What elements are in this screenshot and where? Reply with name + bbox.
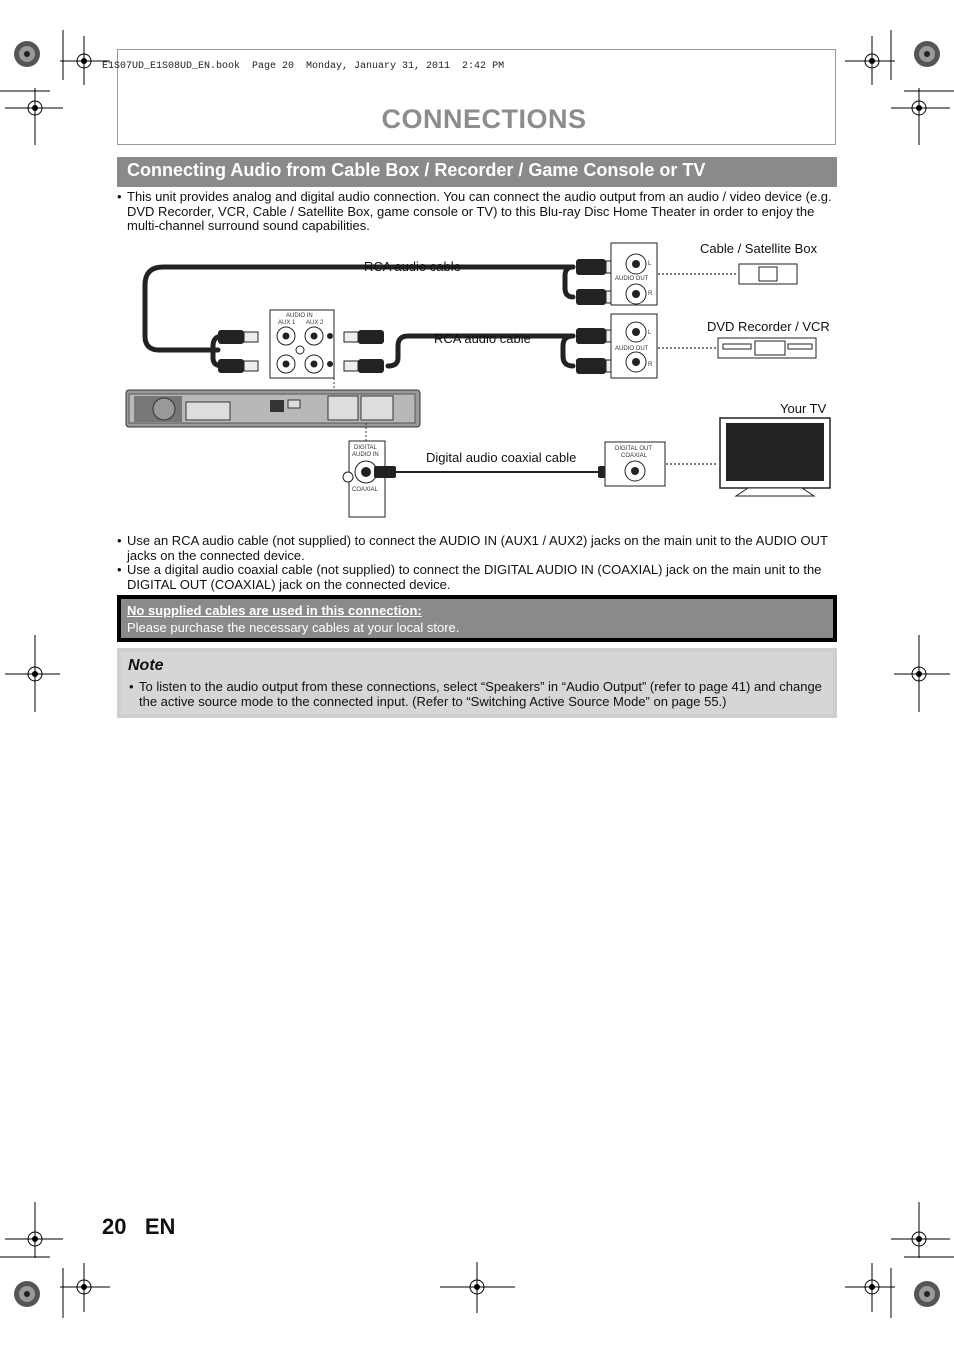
coaxial-label: COAXIAL: [352, 487, 379, 493]
audio-out-label: AUDIO OUT: [615, 346, 649, 352]
section-title: Connecting Audio from Cable Box / Recorder / Game Console or TV: [127, 160, 706, 180]
coax-cable-label: Digital audio coaxial cable: [426, 450, 577, 465]
digital-label: DIGITAL: [354, 445, 377, 451]
digital-audio-in-label: AUDIO IN: [352, 452, 379, 458]
audio-out-label: AUDIO OUT: [615, 276, 649, 282]
usage-bullet-text: Use a digital audio coaxial cable (not supplied) to connect the DIGITAL AUDIO IN (COAXIAL) jack on the main unit to the DIGITAL OUT (COAXIAL) jack on the connected device.: [127, 562, 822, 592]
intro-text: This unit provides analog and digital audio connection. You can connect the audio output from an audio / video device (e.g. DVD Recorder, VCR, Cable / Satellite Box, game console or TV) to this Blu-ray Disc Home Theater in order to enjoy the multi-channel surround sound capabilities.: [127, 189, 832, 233]
dvd-recorder-icon: [718, 338, 816, 358]
cable-box-icon: [739, 264, 797, 284]
page-number-value: 20: [102, 1214, 127, 1239]
rca-cable-label-2: RCA audio cable: [434, 331, 531, 346]
aux2-label: AUX 2: [306, 320, 324, 326]
note-text: To listen to the audio output from these connections, select “Speakers” in “Audio Output” (refer to page 41) and change the active source mode to the connected input. (Refer to “Switching Active Source Mode” on page 55.): [139, 679, 822, 709]
section-bar: [117, 157, 837, 187]
audio-out-panel-1: [611, 243, 657, 305]
note-title: Note: [128, 657, 164, 674]
jack-l-label: L: [648, 330, 652, 336]
usage-bullet-2: [117, 562, 839, 592]
audio-in-panel: [270, 310, 334, 378]
tv-icon: [720, 418, 830, 496]
digital-out-label: DIGITAL OUT: [615, 446, 653, 452]
bullet: •: [129, 679, 134, 694]
dvd-label: DVD Recorder / VCR: [707, 319, 830, 334]
bullet: •: [117, 533, 122, 548]
chapter-title: CONNECTIONS: [381, 104, 587, 134]
digital-out-coaxial-label: COAXIAL: [621, 453, 648, 459]
warning-title: No supplied cables are used in this connection:: [127, 603, 422, 618]
note-box: [117, 648, 837, 718]
page-language: EN: [144, 1214, 176, 1239]
note-body: [129, 679, 829, 709]
aux1-label: AUX 1: [278, 320, 296, 326]
jack-l-label: L: [648, 261, 652, 267]
digital-out-panel: [605, 442, 665, 486]
page-number: [102, 1214, 175, 1240]
warning-box: [117, 595, 837, 642]
audio-out-panel-2: [611, 314, 657, 378]
usage-bullet-1: [117, 533, 839, 563]
rca-cable-label-1: RCA audio cable: [364, 259, 461, 274]
usage-bullets: [117, 533, 839, 592]
bullet: •: [117, 189, 122, 204]
digital-audio-in-panel: [343, 441, 385, 517]
intro-paragraph: [117, 189, 839, 234]
jack-r-label: R: [648, 291, 653, 297]
print-header: E1S07UD_E1S08UD_EN.book Page 20 Monday, January 31, 2011 2:42 PM: [102, 61, 505, 72]
main-unit-rear: [126, 390, 420, 427]
jack-r-label: R: [648, 362, 653, 368]
usage-bullet-text: Use an RCA audio cable (not supplied) to connect the AUDIO IN (AUX1 / AUX2) jacks on the main unit to the AUDIO OUT jacks on the connected device.: [127, 533, 828, 563]
connection-diagram: [118, 238, 838, 523]
warning-text: Please purchase the necessary cables at your local store.: [127, 620, 460, 635]
tv-label: Your TV: [780, 401, 827, 416]
bullet: •: [117, 562, 122, 577]
audio-in-label: AUDIO IN: [286, 313, 313, 319]
cable-box-label: Cable / Satellite Box: [700, 241, 818, 256]
